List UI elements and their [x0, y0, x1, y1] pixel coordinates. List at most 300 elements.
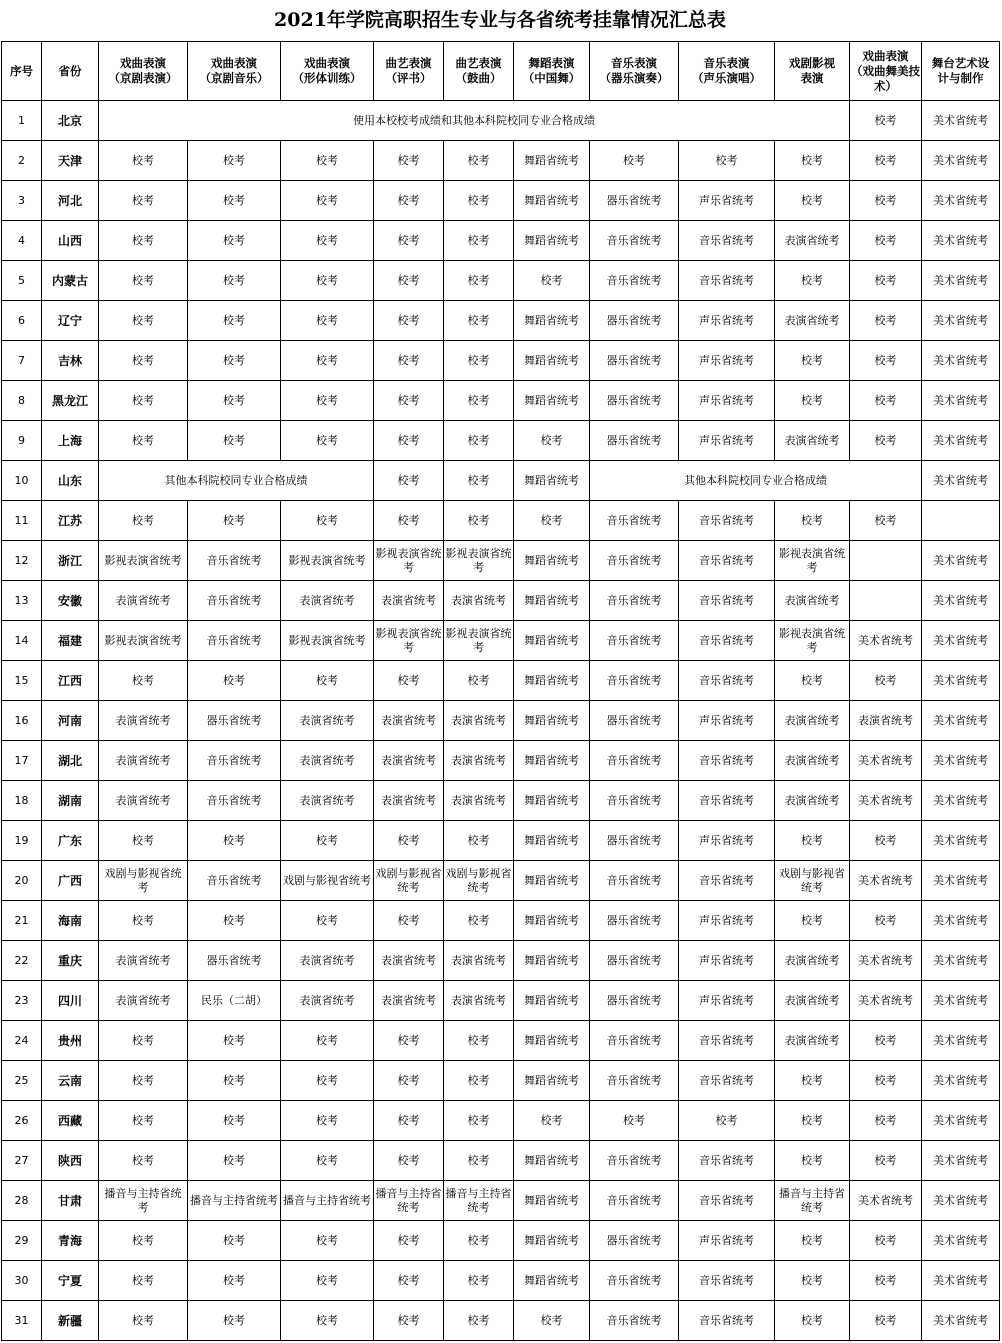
table-cell: 校考: [99, 1061, 188, 1101]
table-row: [2, 1181, 1000, 1221]
table-cell: 音乐省统考: [679, 1181, 775, 1221]
row-number: 4: [2, 221, 42, 261]
table-cell: 校考: [374, 1221, 444, 1261]
table-cell: 戏剧与影视省统考: [99, 861, 188, 901]
province-cell: 湖北: [42, 741, 99, 781]
table-cell: 声乐省统考: [679, 341, 775, 381]
table-cell: 表演省统考: [281, 741, 374, 781]
table-cell: 校考: [374, 381, 444, 421]
table-cell: 声乐省统考: [679, 901, 775, 941]
table-cell: 校考: [444, 1101, 514, 1141]
province-cell: 安徽: [42, 581, 99, 621]
table-cell: 影视表演省统考: [374, 541, 444, 581]
table-cell: 校考: [850, 1301, 922, 1341]
column-header: [188, 42, 281, 101]
table-cell: 音乐省统考: [590, 1021, 679, 1061]
row-number: 13: [2, 581, 42, 621]
table-cell: 声乐省统考: [679, 421, 775, 461]
table-cell: 校考: [514, 1101, 590, 1141]
table-cell: 校考: [374, 261, 444, 301]
table-cell: 校考: [281, 1021, 374, 1061]
table-row: [2, 541, 1000, 581]
table-cell: 美术省统考: [922, 141, 1000, 181]
table-cell: 影视表演省统考: [444, 621, 514, 661]
table-cell: [850, 581, 922, 621]
table-cell: 播音与主持省统考: [281, 1181, 374, 1221]
table-cell: 音乐省统考: [679, 1141, 775, 1181]
table-cell: 美术省统考: [922, 901, 1000, 941]
table-cell: 舞蹈省统考: [514, 1061, 590, 1101]
table-cell: 校考: [281, 261, 374, 301]
table-cell: 校考: [281, 1061, 374, 1101]
province-cell: 云南: [42, 1061, 99, 1101]
table-cell: 校考: [679, 1101, 775, 1141]
table-row: [2, 1021, 1000, 1061]
table-cell: 声乐省统考: [679, 821, 775, 861]
province-cell: 吉林: [42, 341, 99, 381]
row-number: 12: [2, 541, 42, 581]
table-cell: 舞蹈省统考: [514, 821, 590, 861]
table-cell: 音乐省统考: [590, 1061, 679, 1101]
table-cell: 校考: [850, 821, 922, 861]
province-cell: 广西: [42, 861, 99, 901]
table-cell: 校考: [850, 1101, 922, 1141]
province-cell: 上海: [42, 421, 99, 461]
column-header-line1: 省份: [58, 63, 82, 78]
table-cell: 美术省统考: [850, 941, 922, 981]
table-cell: 校考: [850, 141, 922, 181]
table-cell: 舞蹈省统考: [514, 301, 590, 341]
province-cell: 天津: [42, 141, 99, 181]
table-cell: 校考: [514, 421, 590, 461]
column-header: [679, 42, 775, 101]
summary-table: [1, 41, 1000, 1341]
table-cell: 校考: [281, 341, 374, 381]
table-cell: 校考: [374, 661, 444, 701]
table-cell: 美术省统考: [922, 1301, 1000, 1341]
table-cell: 美术省统考: [922, 221, 1000, 261]
column-header-line2: （戏曲舞美技术）: [851, 63, 920, 93]
table-cell: 校考: [374, 461, 444, 501]
table-cell: 表演省统考: [444, 581, 514, 621]
table-row: [2, 181, 1000, 221]
table-cell: 校考: [775, 1101, 850, 1141]
province-cell: 辽宁: [42, 301, 99, 341]
table-cell: 校考: [188, 501, 281, 541]
table-cell: 校考: [188, 221, 281, 261]
table-cell: 美术省统考: [922, 821, 1000, 861]
table-cell: 器乐省统考: [590, 381, 679, 421]
table-cell: 校考: [775, 181, 850, 221]
table-cell: 校考: [850, 1261, 922, 1301]
table-cell: 音乐省统考: [679, 1301, 775, 1341]
table-row: [2, 501, 1000, 541]
table-cell: 表演省统考: [281, 781, 374, 821]
table-cell: 美术省统考: [922, 981, 1000, 1021]
table-cell: 校考: [99, 661, 188, 701]
table-row: [2, 141, 1000, 181]
table-cell: 校考: [775, 1221, 850, 1261]
column-header-line2: （鼓曲）: [455, 71, 502, 85]
table-cell: 舞蹈省统考: [514, 461, 590, 501]
table-row: [2, 301, 1000, 341]
province-cell: 陕西: [42, 1141, 99, 1181]
table-cell: 校考: [188, 421, 281, 461]
table-cell: 校考: [188, 141, 281, 181]
table-cell: 表演省统考: [850, 701, 922, 741]
table-cell: 播音与主持省统考: [775, 1181, 850, 1221]
table-cell: 舞蹈省统考: [514, 181, 590, 221]
table-cell: 音乐省统考: [188, 621, 281, 661]
table-cell: 校考: [374, 421, 444, 461]
table-row: [2, 901, 1000, 941]
table-cell: 声乐省统考: [679, 381, 775, 421]
row-number: 25: [2, 1061, 42, 1101]
table-cell: 舞蹈省统考: [514, 541, 590, 581]
column-header: [444, 42, 514, 101]
table-cell: 校考: [281, 661, 374, 701]
province-cell: 四川: [42, 981, 99, 1021]
table-cell: 美术省统考: [922, 621, 1000, 661]
table-cell: [850, 541, 922, 581]
table-cell: 校考: [850, 1021, 922, 1061]
table-cell: 校考: [850, 301, 922, 341]
table-cell: 校考: [188, 661, 281, 701]
table-row: [2, 1261, 1000, 1301]
table-cell: 校考: [188, 261, 281, 301]
table-cell: 美术省统考: [922, 181, 1000, 221]
merged-cell: 使用本校校考成绩和其他本科院校同专业合格成绩: [99, 101, 850, 141]
table-cell: 表演省统考: [775, 301, 850, 341]
table-cell: 舞蹈省统考: [514, 381, 590, 421]
table-cell: 舞蹈省统考: [514, 1141, 590, 1181]
table-row: [2, 101, 1000, 141]
document-title: 2021年学院高职招生专业与各省统考挂靠情况汇总表: [274, 9, 726, 31]
table-cell: 表演省统考: [775, 221, 850, 261]
table-cell: 器乐省统考: [590, 421, 679, 461]
table-cell: 表演省统考: [99, 581, 188, 621]
column-header-line1: 戏剧影视: [789, 56, 835, 70]
row-number: 31: [2, 1301, 42, 1341]
column-header-line1: 音乐表演: [611, 56, 657, 70]
table-cell: 表演省统考: [444, 701, 514, 741]
table-cell: 美术省统考: [922, 301, 1000, 341]
table-row: [2, 341, 1000, 381]
table-cell: 校考: [444, 1021, 514, 1061]
table-cell: 音乐省统考: [590, 1141, 679, 1181]
table-cell: 舞蹈省统考: [514, 901, 590, 941]
table-row: [2, 781, 1000, 821]
table-cell: 音乐省统考: [679, 741, 775, 781]
table-cell: 播音与主持省统考: [99, 1181, 188, 1221]
table-cell: 校考: [444, 501, 514, 541]
table-cell: 声乐省统考: [679, 701, 775, 741]
table-cell: 校考: [444, 1261, 514, 1301]
merged-cell: 其他本科院校同专业合格成绩: [99, 461, 374, 501]
table-cell: 音乐省统考: [188, 861, 281, 901]
row-number: 11: [2, 501, 42, 541]
table-row: [2, 581, 1000, 621]
table-cell: 校考: [850, 1141, 922, 1181]
table-cell: 音乐省统考: [590, 1261, 679, 1301]
province-cell: 宁夏: [42, 1261, 99, 1301]
table-cell: 音乐省统考: [679, 221, 775, 261]
table-row: [2, 741, 1000, 781]
table-cell: 校考: [99, 1221, 188, 1261]
table-cell: 播音与主持省统考: [374, 1181, 444, 1221]
table-cell: 器乐省统考: [590, 701, 679, 741]
table-cell: 校考: [99, 1101, 188, 1141]
table-cell: 校考: [775, 1301, 850, 1341]
table-cell: 校考: [99, 141, 188, 181]
table-cell: 校考: [281, 501, 374, 541]
table-cell: 校考: [99, 301, 188, 341]
table-cell: 校考: [514, 501, 590, 541]
table-cell: 表演省统考: [374, 701, 444, 741]
column-header: [850, 42, 922, 101]
table-cell: 校考: [99, 181, 188, 221]
table-cell: 音乐省统考: [188, 741, 281, 781]
table-cell: 校考: [444, 221, 514, 261]
table-cell: 戏剧与影视省统考: [775, 861, 850, 901]
table-cell: 美术省统考: [922, 581, 1000, 621]
table-cell: 音乐省统考: [590, 261, 679, 301]
table-cell: 器乐省统考: [590, 941, 679, 981]
column-header-line1: 舞蹈表演: [528, 56, 575, 70]
table-cell: 表演省统考: [444, 941, 514, 981]
table-cell: 校考: [590, 1101, 679, 1141]
column-header-line2: （中国舞）: [522, 71, 581, 85]
column-header: [281, 42, 374, 101]
table-cell: 校考: [188, 1221, 281, 1261]
table-cell: 校考: [590, 141, 679, 181]
column-header-line1: 舞台艺术设: [931, 56, 990, 70]
table-cell: 舞蹈省统考: [514, 1221, 590, 1261]
table-cell: 声乐省统考: [679, 981, 775, 1021]
table-cell: 美术省统考: [922, 741, 1000, 781]
table-cell: 器乐省统考: [590, 821, 679, 861]
table-cell: 校考: [281, 1301, 374, 1341]
table-cell: 校考: [444, 141, 514, 181]
table-cell: 校考: [444, 1221, 514, 1261]
table-cell: 戏剧与影视省统考: [374, 861, 444, 901]
table-cell: 校考: [444, 301, 514, 341]
column-header-line1: 序号: [10, 63, 33, 78]
row-number: 1: [2, 101, 42, 141]
table-cell: 声乐省统考: [679, 301, 775, 341]
province-cell: 北京: [42, 101, 99, 141]
province-cell: 山东: [42, 461, 99, 501]
table-row: [2, 821, 1000, 861]
row-number: 17: [2, 741, 42, 781]
merged-cell: 其他本科院校同专业合格成绩: [590, 461, 922, 501]
table-cell: 表演省统考: [99, 781, 188, 821]
table-cell: 音乐省统考: [590, 621, 679, 661]
table-cell: 校考: [444, 1301, 514, 1341]
table-cell: 美术省统考: [850, 861, 922, 901]
table-cell: 校考: [775, 501, 850, 541]
table-row: [2, 461, 1000, 501]
column-header: [514, 42, 590, 101]
table-cell: 校考: [188, 381, 281, 421]
province-cell: 湖南: [42, 781, 99, 821]
column-header: [99, 42, 188, 101]
province-cell: 青海: [42, 1221, 99, 1261]
table-cell: 校考: [281, 421, 374, 461]
table-cell: 表演省统考: [444, 741, 514, 781]
table-cell: 表演省统考: [99, 981, 188, 1021]
table-cell: 校考: [374, 181, 444, 221]
column-header-line1: 戏曲表演: [120, 56, 166, 70]
table-cell: 校考: [775, 381, 850, 421]
table-cell: 校考: [99, 1141, 188, 1181]
table-cell: 校考: [374, 221, 444, 261]
table-cell: 校考: [514, 1301, 590, 1341]
table-cell: 校考: [775, 661, 850, 701]
table-cell: 校考: [374, 1021, 444, 1061]
table-cell: 音乐省统考: [590, 1301, 679, 1341]
table-cell: 美术省统考: [922, 1021, 1000, 1061]
table-cell: 音乐省统考: [679, 541, 775, 581]
table-cell: 校考: [188, 821, 281, 861]
table-cell: 校考: [775, 901, 850, 941]
table-cell: 校考: [775, 1061, 850, 1101]
column-header-line2: （京剧音乐）: [199, 71, 269, 85]
table-row: [2, 1141, 1000, 1181]
table-cell: 美术省统考: [922, 1181, 1000, 1221]
column-header-line1: 曲艺表演: [455, 56, 502, 70]
table-cell: 校考: [99, 221, 188, 261]
table-cell: 舞蹈省统考: [514, 661, 590, 701]
column-header: [374, 42, 444, 101]
table-cell: 音乐省统考: [590, 541, 679, 581]
table-cell: 校考: [775, 1261, 850, 1301]
row-number: 8: [2, 381, 42, 421]
table-cell: 校考: [281, 301, 374, 341]
table-cell: 音乐省统考: [188, 541, 281, 581]
table-cell: 表演省统考: [775, 1021, 850, 1061]
table-cell: 校考: [444, 821, 514, 861]
table-cell: 播音与主持省统考: [444, 1181, 514, 1221]
table-cell: 校考: [99, 341, 188, 381]
table-cell: 校考: [281, 221, 374, 261]
table-cell: 舞蹈省统考: [514, 1021, 590, 1061]
table-cell: 音乐省统考: [590, 581, 679, 621]
table-cell: 音乐省统考: [679, 861, 775, 901]
table-cell: 校考: [99, 1301, 188, 1341]
table-cell: 美术省统考: [922, 701, 1000, 741]
table-cell: 表演省统考: [374, 941, 444, 981]
row-number: 20: [2, 861, 42, 901]
row-number: 22: [2, 941, 42, 981]
row-number: 21: [2, 901, 42, 941]
column-header: [42, 42, 99, 101]
table-cell: 校考: [850, 1221, 922, 1261]
table-cell: 校考: [850, 181, 922, 221]
table-row: [2, 261, 1000, 301]
table-cell: 美术省统考: [850, 1181, 922, 1221]
table-cell: 器乐省统考: [590, 301, 679, 341]
table-cell: 表演省统考: [775, 701, 850, 741]
table-cell: 表演省统考: [775, 981, 850, 1021]
table-row: [2, 861, 1000, 901]
table-row: [2, 221, 1000, 261]
table-cell: 校考: [99, 261, 188, 301]
province-cell: 黑龙江: [42, 381, 99, 421]
table-cell: 校考: [188, 1021, 281, 1061]
table-cell: 器乐省统考: [188, 941, 281, 981]
table-cell: 校考: [444, 181, 514, 221]
table-cell: 校考: [679, 141, 775, 181]
table-cell: 校考: [99, 381, 188, 421]
table-cell: 舞蹈省统考: [514, 861, 590, 901]
table-row: [2, 941, 1000, 981]
table-cell: 表演省统考: [775, 741, 850, 781]
table-cell: 校考: [99, 1021, 188, 1061]
table-cell: 校考: [775, 261, 850, 301]
table-cell: 表演省统考: [374, 741, 444, 781]
table-cell: 校考: [188, 301, 281, 341]
table-cell: 校考: [188, 1301, 281, 1341]
table-cell: 音乐省统考: [679, 1261, 775, 1301]
table-body: [2, 101, 1000, 1341]
table-cell: 校考: [850, 1061, 922, 1101]
table-cell: 校考: [775, 821, 850, 861]
table-cell: 美术省统考: [850, 781, 922, 821]
table-cell: 表演省统考: [444, 981, 514, 1021]
table-cell: 校考: [281, 901, 374, 941]
province-cell: 新疆: [42, 1301, 99, 1341]
table-cell: 校考: [514, 261, 590, 301]
table-cell: 表演省统考: [281, 701, 374, 741]
column-header-line2: （声乐演唱）: [692, 71, 761, 85]
table-cell: 表演省统考: [281, 581, 374, 621]
table-cell: 校考: [775, 141, 850, 181]
table-cell: 校考: [281, 141, 374, 181]
table-cell: 表演省统考: [374, 981, 444, 1021]
table-cell: 校考: [281, 181, 374, 221]
table-cell: 声乐省统考: [679, 181, 775, 221]
table-cell: 美术省统考: [922, 781, 1000, 821]
table-cell: 音乐省统考: [590, 661, 679, 701]
column-header: [590, 42, 679, 101]
table-cell: 美术省统考: [850, 741, 922, 781]
table-cell: 校考: [188, 901, 281, 941]
table-cell: 舞蹈省统考: [514, 701, 590, 741]
table-cell: 播音与主持省统考: [188, 1181, 281, 1221]
row-number: 2: [2, 141, 42, 181]
table-cell: 校考: [99, 501, 188, 541]
table-cell: 器乐省统考: [590, 181, 679, 221]
row-number: 7: [2, 341, 42, 381]
table-cell: 美术省统考: [922, 541, 1000, 581]
table-cell: 美术省统考: [922, 1101, 1000, 1141]
province-cell: 山西: [42, 221, 99, 261]
table-cell: 校考: [281, 381, 374, 421]
table-cell: 美术省统考: [922, 1141, 1000, 1181]
table-cell: 美术省统考: [922, 341, 1000, 381]
table-cell: 校考: [444, 261, 514, 301]
table-cell: 校考: [775, 341, 850, 381]
table-cell: 器乐省统考: [590, 901, 679, 941]
row-number: 29: [2, 1221, 42, 1261]
row-number: 24: [2, 1021, 42, 1061]
table-cell: 校考: [99, 901, 188, 941]
table-cell: 美术省统考: [922, 1261, 1000, 1301]
table-cell: 校考: [850, 101, 922, 141]
table-row: [2, 381, 1000, 421]
table-cell: 美术省统考: [922, 381, 1000, 421]
